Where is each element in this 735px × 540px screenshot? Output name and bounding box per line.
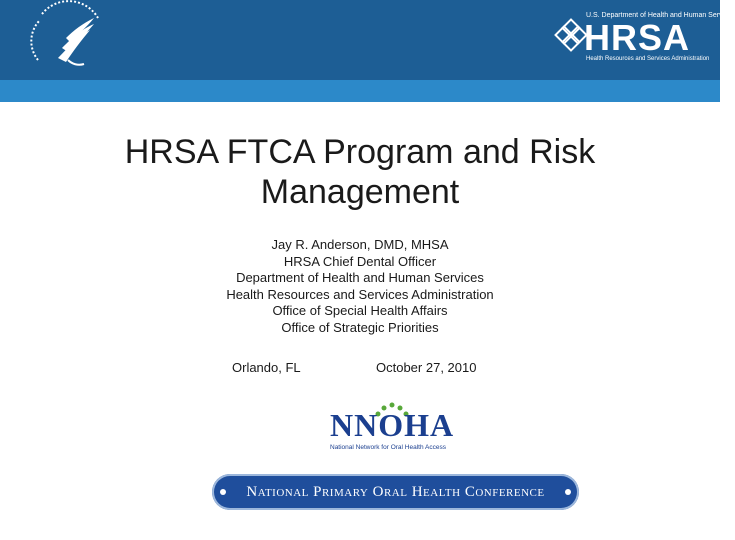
hrsa-bottom-text: Health Resources and Services Administration bbox=[586, 56, 710, 62]
header-band bbox=[0, 0, 735, 80]
presenter-line: Office of Strategic Priorities bbox=[281, 319, 439, 335]
presenter-line: Jay R. Anderson, DMD, MHSA bbox=[271, 237, 449, 252]
presenter-line: Office of Special Health Affairs bbox=[272, 303, 448, 318]
slide-title-line-2: Management bbox=[260, 173, 460, 211]
hrsa-top-text: U.S. Department of Health and Human Services bbox=[586, 12, 735, 19]
event-date: October 27, 2010 bbox=[376, 360, 477, 375]
hrsa-wordmark: HRSA bbox=[584, 17, 691, 58]
presenter-line: HRSA Chief Dental Officer bbox=[283, 253, 437, 269]
event-location: Orlando, FL bbox=[232, 360, 301, 375]
hhs-seal-icon bbox=[28, 8, 106, 72]
slide-title-line-1: HRSA FTCA Program and Risk bbox=[124, 133, 596, 171]
header-strip bbox=[0, 80, 720, 102]
presenter-line: Department of Health and Human Services bbox=[236, 270, 484, 285]
nnoha-subtitle: National Network for Oral Health Access bbox=[330, 444, 446, 451]
conference-banner bbox=[212, 474, 579, 510]
hrsa-emblem-icon bbox=[556, 20, 586, 50]
conference-title: National Primary Oral Health Conference bbox=[246, 484, 545, 500]
nnoha-logo bbox=[326, 400, 466, 456]
nnoha-wordmark: NNOHA bbox=[330, 407, 455, 443]
presenter-block bbox=[110, 237, 610, 336]
slide-title bbox=[90, 132, 630, 212]
hrsa-logo bbox=[556, 12, 735, 64]
presenter-line: Health Resources and Services Administration bbox=[226, 286, 494, 302]
banner-dot-right-icon bbox=[565, 489, 571, 495]
